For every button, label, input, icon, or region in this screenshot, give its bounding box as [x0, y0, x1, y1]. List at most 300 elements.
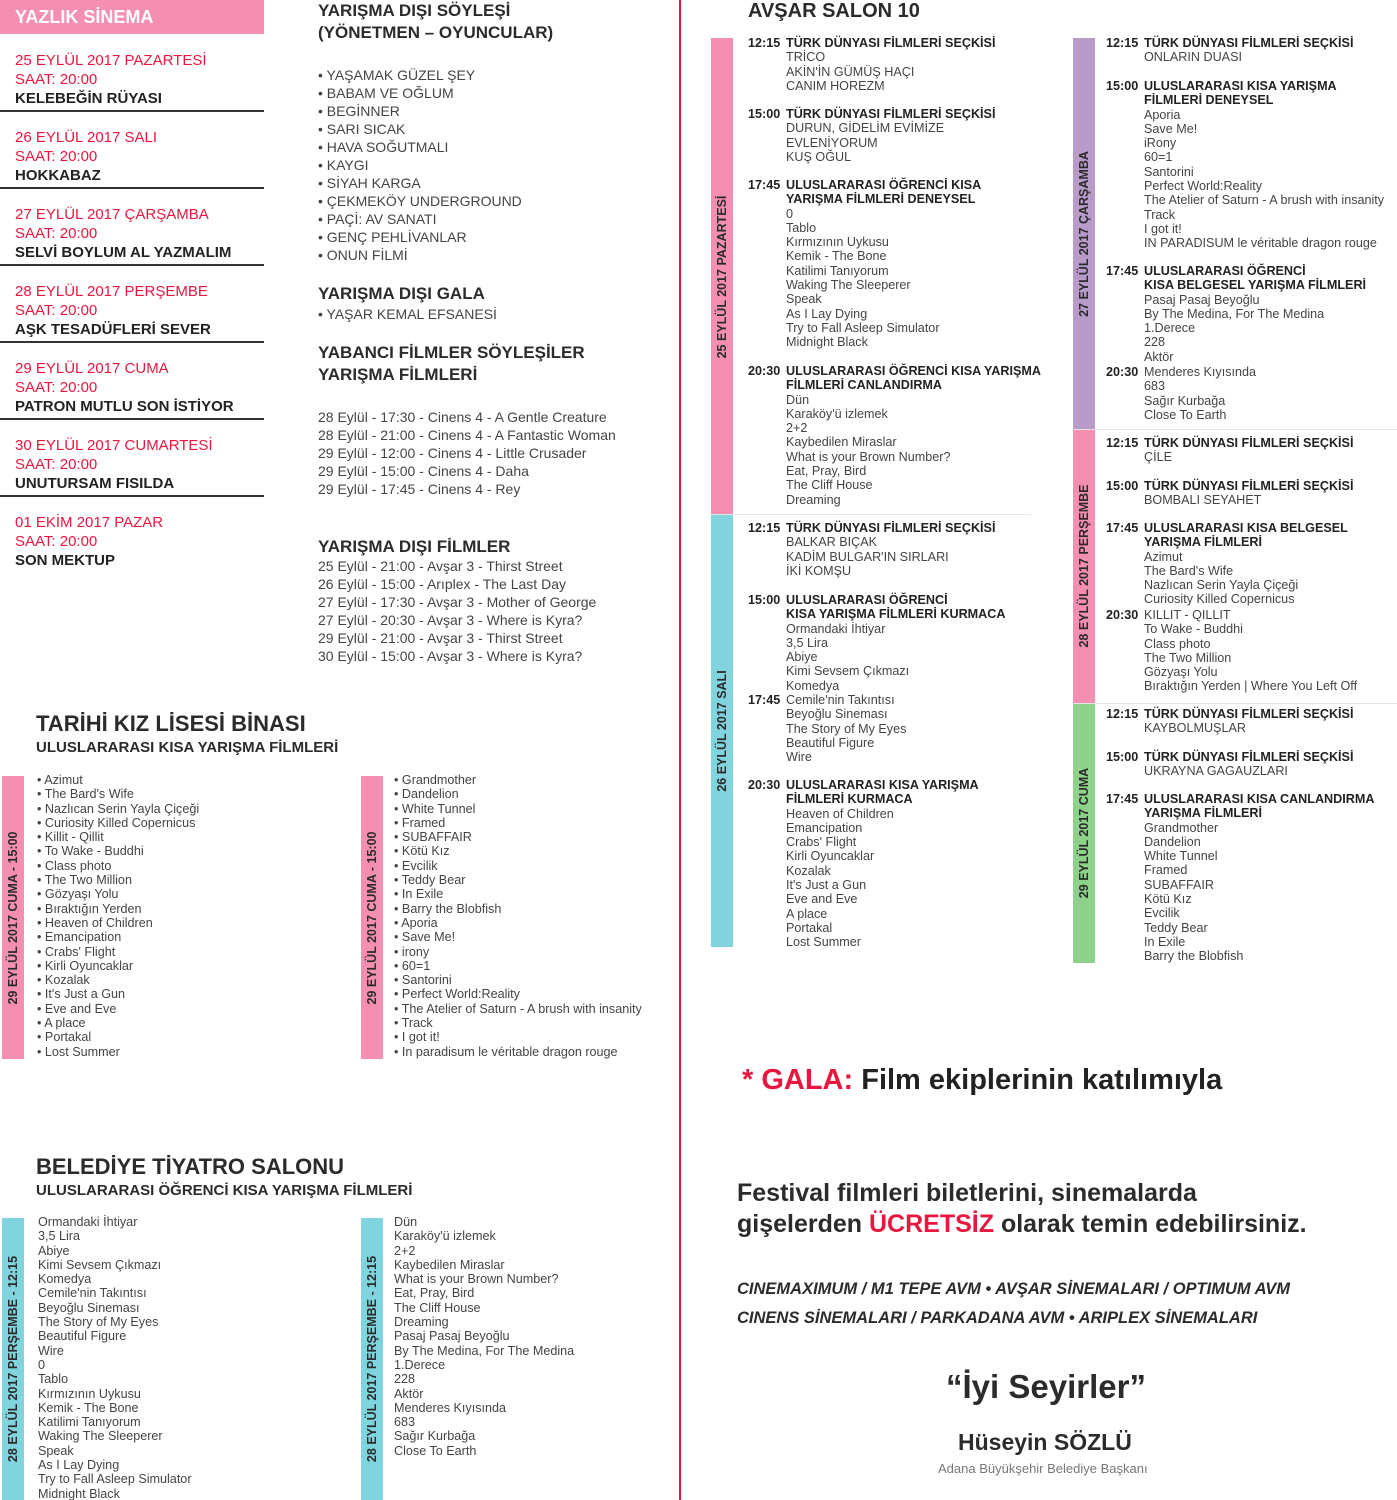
yazlik-date: 29 EYLÜL 2017 CUMA	[15, 360, 169, 377]
slot-title-2: YARIŞMA FİLMLERİ	[1144, 535, 1263, 550]
yazlik-date: 25 EYLÜL 2017 PAZARTESİ	[15, 52, 207, 69]
film-item: Kötü Kız	[1144, 892, 1192, 907]
ticket-note	[737, 1178, 1307, 1240]
soylesi-item: • SİYAH KARGA	[318, 174, 522, 192]
tarihi-film-item: • Bıraktığın Yerden	[37, 902, 199, 916]
slot-header	[1106, 750, 1353, 764]
screening-slot	[1106, 79, 1384, 251]
disi-film-item: 26 Eylül - 15:00 - Arıplex - The Last Day	[318, 576, 566, 592]
belediye-film-item: Close To Earth	[394, 1443, 477, 1458]
cinema-list	[737, 1275, 1290, 1333]
tarihi-film-item: • Save Me!	[394, 930, 642, 944]
cinema-line2: CINENS SİNEMALARI / PARKADANA AVM • ARIPLEX SİNEMALARI	[737, 1309, 1258, 1327]
film-item: 1.Derece	[1144, 321, 1196, 336]
slot-header	[1106, 521, 1348, 535]
slot-time-spacer	[1106, 535, 1144, 549]
belediye-film-item: As I Lay Dying	[38, 1458, 120, 1473]
slot-header-2	[748, 792, 979, 806]
film-item: ÇİLE	[1144, 450, 1172, 465]
film-item: What is your Brown Number?	[786, 449, 951, 464]
screening-slot	[748, 364, 1041, 507]
slot-header	[748, 593, 1005, 607]
film-item: 2+2	[786, 421, 808, 436]
gala-star: * GALA:	[742, 1064, 854, 1096]
belediye-film-item: Abiye	[38, 1243, 70, 1258]
gala-list	[318, 305, 497, 323]
screening-slot	[748, 778, 979, 950]
slot-films	[1106, 365, 1256, 422]
belediye-list-2	[394, 1215, 574, 1458]
disi-film-item: 25 Eylül - 21:00 - Avşar 3 - Thirst Street	[318, 558, 563, 574]
belediye-film-item: Kimi Sevsem Çıkmazı	[38, 1257, 162, 1272]
soylesi-item: • ONUN FİLMİ	[318, 246, 522, 264]
slot-films	[748, 393, 1041, 507]
belediye-film-item: Kaybedilen Miraslar	[394, 1257, 505, 1272]
slot-time: 12:15	[748, 521, 781, 535]
slot-time: 17:45	[748, 178, 781, 192]
slot-header	[1106, 264, 1366, 278]
film-item: 60=1	[1144, 150, 1173, 165]
day28-separator	[1073, 703, 1397, 704]
film-item: Grandmother	[1144, 820, 1219, 835]
film-item: IN PARADISUM le véritable dragon rouge	[1144, 236, 1377, 251]
slot-title: ULUSLARARASI ÖĞRENCİ	[1144, 264, 1306, 278]
slot-header	[748, 778, 979, 792]
slot-films	[1106, 821, 1374, 964]
slot-time: 17:45	[1106, 792, 1139, 806]
slot-films	[748, 622, 1005, 693]
tarihi-film-item: • White Tunnel	[394, 802, 642, 816]
yazlik-sinema-header: YAZLIK SİNEMA	[0, 0, 264, 34]
film-row-first	[1106, 608, 1357, 622]
slot-films	[748, 50, 995, 93]
film-item: KUŞ OĞUL	[786, 149, 852, 164]
film-item: Abiye	[786, 650, 818, 665]
soylesi-item: • GENÇ PEHLİVANLAR	[318, 228, 522, 246]
tarihi-film-item: • It's Just a Gun	[37, 987, 199, 1001]
film-item: Dandelion	[1144, 834, 1201, 849]
yazlik-time: SAAT: 20:00	[15, 148, 98, 165]
slot-films	[1106, 608, 1357, 694]
tarihi-film-item: • Gözyaşı Yolu	[37, 887, 199, 901]
film-item: Kemik - The Bone	[786, 249, 887, 264]
film-item: Nazlıcan Serin Yayla Çiçeği	[1144, 578, 1299, 593]
film-item: Karaköy'ü izlemek	[786, 406, 888, 421]
tarihi-film-item: • Kötü Kız	[394, 844, 642, 858]
yazlik-entry	[0, 497, 264, 574]
belediye-film-item: Eat, Pray, Bird	[394, 1286, 475, 1301]
slot-header-2	[1106, 535, 1348, 549]
soylesi-item: • SARI SICAK	[318, 120, 522, 138]
slot-title: TÜRK DÜNYASI FİLMLERİ SEÇKİSİ	[1144, 707, 1354, 721]
film-item: UKRAYNA GAGAUZLARI	[1144, 764, 1288, 779]
film-item: Heaven of Children	[786, 806, 894, 821]
disi-filmler-title: YARIŞMA DIŞI FİLMLER	[318, 537, 511, 556]
yabanci-title-line1: YABANCI FİLMLER SÖYLEŞİLER	[318, 343, 585, 362]
tarihi-bar-1: 29 EYLÜL 2017 CUMA - 15:00	[2, 776, 24, 1059]
film-item: Midnight Black	[786, 335, 868, 350]
slot-films	[748, 207, 981, 350]
cinema-line1: CINEMAXIMUM / M1 TEPE AVM • AVŞAR SİNEMALARI / OPTIMUM AVM	[737, 1280, 1291, 1298]
slot-title: TÜRK DÜNYASI FİLMLERİ SEÇKİSİ	[1144, 36, 1354, 50]
screening-slot	[748, 521, 995, 578]
gala-item: • YAŞAR KEMAL EFSANESİ	[318, 305, 497, 323]
tarihi-film-item: • Aporia	[394, 916, 642, 930]
screening-slot	[1106, 264, 1366, 364]
yabanci-title-line2: YARIŞMA FİLMLERİ	[318, 365, 478, 384]
tarihi-film-item: • Track	[394, 1016, 642, 1030]
slot-header	[748, 36, 995, 50]
film-item: The Story of My Eyes	[786, 721, 907, 736]
film-item: The Atelier of Saturn - A brush with insanity	[1144, 193, 1385, 208]
belediye-bar-1: 28 EYLÜL 2017 PERŞEMBE - 12:15	[2, 1218, 24, 1500]
yabanci-item: 29 Eylül - 12:00 - Cinens 4 - Little Crusader	[318, 445, 587, 461]
yazlik-entry	[0, 35, 264, 112]
tarihi-film-item: • Framed	[394, 816, 642, 830]
belediye-film-item: What is your Brown Number?	[394, 1272, 559, 1287]
film-item: I got it!	[1144, 221, 1182, 236]
slot-header-2	[748, 192, 981, 206]
belediye-film-item: The Story of My Eyes	[38, 1315, 159, 1330]
slot-time-spacer	[748, 792, 786, 806]
yabanci-item: 28 Eylül - 17:30 - Cinens 4 - A Gentle Creature	[318, 409, 607, 425]
yazlik-date: 30 EYLÜL 2017 CUMARTESİ	[15, 437, 213, 454]
ticket-line2: gişelerden ÜCRETSİZ olarak temin edebilirsiniz.	[737, 1210, 1307, 1238]
tarihi-film-item: • The Two Million	[37, 873, 199, 887]
film-item: AKİN'İN GÜMÜŞ HAÇI	[786, 64, 915, 79]
disi-film-item: 30 Eylül - 15:00 - Avşar 3 - Where is Kyra?	[318, 648, 583, 664]
film-item: Eve and Eve	[786, 892, 858, 907]
slot-time: 15:00	[748, 593, 781, 607]
slot-title: ULUSLARARASI ÖĞRENCİ	[786, 593, 948, 607]
film-item: Menderes Kıyısında	[1144, 365, 1257, 379]
slot-time: 12:15	[1106, 707, 1139, 721]
tarihi-film-item: • irony	[394, 945, 642, 959]
belediye-film-item: Try to Fall Asleep Simulator	[38, 1472, 192, 1487]
soylesi-item: • YAŞAMAK GÜZEL ŞEY	[318, 66, 522, 84]
yazlik-movie: SELVİ BOYLUM AL YAZMALIM	[15, 244, 232, 261]
film-item: Kırmızının Uykusu	[786, 235, 889, 250]
slot-title: ULUSLARARASI KISA BELGESEL	[1144, 521, 1348, 535]
slot-title: ULUSLARARASI KISA YARIŞMA	[786, 778, 979, 792]
film-item: 3,5 Lira	[786, 635, 829, 650]
yazlik-movie: UNUTURSAM FISILDA	[15, 475, 175, 492]
yabanci-item: 29 Eylül - 17:45 - Cinens 4 - Rey	[318, 481, 521, 497]
yabanci-item: 29 Eylül - 15:00 - Cinens 4 - Daha	[318, 463, 529, 479]
belediye-film-item: Dün	[394, 1215, 418, 1229]
film-item: Pasaj Pasaj Beyoğlu	[1144, 292, 1260, 307]
slot-time-spacer	[1106, 93, 1144, 107]
belediye-film-item: Speak	[38, 1443, 74, 1458]
slot-title-2: FİLMLERİ KURMACA	[786, 792, 913, 807]
soylesi-item: • BEGİNNER	[318, 102, 522, 120]
slot-time: 15:00	[1106, 750, 1139, 764]
slot-films	[1106, 493, 1353, 507]
film-item: EVLENİYORUM	[786, 135, 878, 150]
ticket-free: ÜCRETSİZ	[869, 1210, 994, 1238]
day25-bar: 25 EYLÜL 2017 PAZARTESİ	[711, 38, 733, 515]
slot-time: 17:45	[1106, 521, 1139, 535]
film-item: Speak	[786, 292, 822, 307]
screening-slot	[1106, 365, 1256, 422]
film-item: Ormandaki İhtiyar	[786, 621, 886, 636]
slot-films	[1106, 50, 1353, 64]
yazlik-movie: PATRON MUTLU SON İSTİYOR	[15, 398, 234, 415]
belediye-subtitle: ULUSLARARASI ÖĞRENCİ KISA YARIŞMA FİLMLERİ	[36, 1182, 413, 1199]
slot-title: ULUSLARARASI ÖĞRENCİ KISA YARIŞMA	[786, 364, 1041, 378]
screening-slot	[1106, 36, 1353, 65]
belediye-film-item: Beautiful Figure	[38, 1329, 127, 1344]
signature-name: Hüseyin SÖZLÜ	[958, 1429, 1132, 1455]
slot-header	[748, 107, 995, 121]
day29-bar: 29 EYLÜL 2017 CUMA	[1073, 703, 1095, 963]
disi-filmler-list	[318, 557, 596, 665]
film-item: Sağır Kurbağa	[1144, 393, 1226, 408]
disi-film-item: 27 Eylül - 20:30 - Avşar 3 - Where is Kyra?	[318, 612, 583, 628]
belediye-film-item: 2+2	[394, 1243, 416, 1258]
slot-films	[748, 535, 995, 578]
slot-time: 15:00	[1106, 79, 1139, 93]
screening-slot	[1106, 521, 1348, 607]
film-item: Kirli Oyuncaklar	[786, 849, 875, 864]
slot-title: ULUSLARARASI KISA YARIŞMA	[1144, 79, 1337, 93]
film-item: Komedya	[786, 678, 840, 693]
film-item: As I Lay Dying	[786, 306, 868, 321]
tarihi-film-item: • In paradisum le véritable dragon rouge	[394, 1045, 642, 1059]
film-item: Tablo	[786, 220, 817, 235]
slot-title: TÜRK DÜNYASI FİLMLERİ SEÇKİSİ	[1144, 750, 1354, 764]
soylesi-title	[318, 0, 553, 44]
screening-slot	[1106, 792, 1374, 964]
yazlik-date: 27 EYLÜL 2017 ÇARŞAMBA	[15, 206, 209, 223]
film-item: Barry the Blobfish	[1144, 949, 1244, 964]
slot-header	[1106, 792, 1374, 806]
slot-header	[748, 521, 995, 535]
yazlik-time: SAAT: 20:00	[15, 71, 98, 88]
slot-title: TÜRK DÜNYASI FİLMLERİ SEÇKİSİ	[786, 521, 996, 535]
film-item: Azimut	[1144, 549, 1183, 564]
film-item: Beautiful Figure	[786, 735, 875, 750]
slot-header	[748, 364, 1041, 378]
soylesi-item: • PAÇİ: AV SANATI	[318, 210, 522, 228]
yazlik-entry	[0, 420, 264, 497]
slot-time: 17:45	[1106, 264, 1139, 278]
belediye-title: BELEDİYE TİYATRO SALONU	[36, 1154, 345, 1179]
film-item: iRony	[1144, 136, 1177, 151]
film-item: Track	[1144, 207, 1176, 222]
belediye-film-item: Katilimi Tanıyorum	[38, 1415, 141, 1430]
soylesi-item: • ÇEKMEKÖY UNDERGROUND	[318, 192, 522, 210]
yazlik-time: SAAT: 20:00	[15, 533, 98, 550]
belediye-film-item: Wire	[38, 1343, 64, 1358]
tarihi-film-item: • Barry the Blobfish	[394, 902, 642, 916]
tarihi-film-item: • Kozalak	[37, 973, 199, 987]
slot-time: 17:45	[748, 693, 781, 707]
slot-time: 20:30	[748, 364, 781, 378]
slot-header-2	[748, 607, 1005, 621]
film-item: Teddy Bear	[1144, 920, 1208, 935]
tarihi-film-item: • Heaven of Children	[37, 916, 199, 930]
tarihi-title: TARİHİ KIZ LİSESİ BİNASI	[36, 711, 306, 736]
film-item: It's Just a Gun	[786, 878, 867, 893]
film-item: Katilimi Tanıyorum	[786, 263, 889, 278]
slot-header	[1106, 479, 1353, 493]
film-item: 0	[786, 206, 794, 221]
film-item: By The Medina, For The Medina	[1144, 306, 1325, 321]
day25-separator	[711, 514, 1031, 515]
film-item: Dreaming	[786, 492, 841, 507]
slot-time: 12:15	[748, 36, 781, 50]
film-item: SUBAFFAIR	[1144, 877, 1214, 892]
slot-header-2	[1106, 806, 1374, 820]
belediye-film-item: Dreaming	[394, 1315, 449, 1330]
tarihi-film-item: • I got it!	[394, 1030, 642, 1044]
film-item: KADİM BULGAR'IN SIRLARI	[786, 549, 949, 564]
soylesi-item: • HAVA SOĞUTMALI	[318, 138, 522, 156]
slot-time: 20:30	[1106, 365, 1139, 379]
tarihi-film-item: • In Exile	[394, 887, 642, 901]
yazlik-movie: KELEBEĞİN RÜYASI	[15, 90, 162, 107]
slot-time: 20:30	[1106, 608, 1139, 622]
film-item: CANIM HOREZM	[786, 78, 885, 93]
slot-time: 20:30	[748, 778, 781, 792]
screening-slot	[1106, 436, 1353, 465]
slot-header-2	[1106, 278, 1366, 292]
gala-note	[742, 1064, 1222, 1097]
belediye-list-1	[38, 1215, 192, 1500]
film-item: Emancipation	[786, 820, 863, 835]
tarihi-film-item: • Emancipation	[37, 930, 199, 944]
slot-header	[1106, 707, 1353, 721]
tarihi-film-item: • Nazlıcan Serin Yayla Çiçeği	[37, 802, 199, 816]
slot-title-2: KISA YARIŞMA FİLMLERİ KURMACA	[786, 607, 1006, 622]
gala-text: Film ekiplerinin katılımıyla	[853, 1064, 1223, 1096]
tarihi-film-item: • Killit - Qillit	[37, 830, 199, 844]
slot-films	[748, 807, 979, 950]
screening-slot	[748, 36, 995, 93]
belediye-film-item: Komedya	[38, 1272, 92, 1287]
slot-title-2: FİLMLERİ CANLANDIRMA	[786, 378, 943, 393]
screening-slot	[1106, 479, 1353, 508]
slot-title-2: YARIŞMA FİLMLERİ DENEYSEL	[786, 192, 976, 207]
slot-title-2: KISA BELGESEL YARIŞMA FİLMLERİ	[1144, 278, 1367, 293]
slot-time: 15:00	[748, 107, 781, 121]
slot-header	[1106, 436, 1353, 450]
film-item: Aporia	[1144, 107, 1181, 122]
slot-time-spacer	[1106, 278, 1144, 292]
belediye-film-item: By The Medina, For The Medina	[394, 1343, 575, 1358]
signature-role: Adana Büyükşehir Belediye Başkanı	[938, 1461, 1148, 1476]
belediye-film-item: Tablo	[38, 1372, 69, 1387]
film-item: Santorini	[1144, 164, 1194, 179]
film-item: BOMBALI SEYAHET	[1144, 493, 1262, 508]
slot-time: 15:00	[1106, 479, 1139, 493]
tarihi-film-item: • Kirli Oyuncaklar	[37, 959, 199, 973]
film-item: Waking The Sleeperer	[786, 278, 911, 293]
yazlik-entry	[0, 343, 264, 420]
tarihi-film-item: • Class photo	[37, 859, 199, 873]
film-item: To Wake - Buddhi	[1144, 622, 1243, 637]
film-item: 683	[1144, 379, 1166, 394]
belediye-film-item: Kırmızının Uykusu	[38, 1386, 141, 1401]
yazlik-entry	[0, 189, 264, 266]
film-item: İKİ KOMŞU	[786, 563, 852, 578]
belediye-film-item: Ormandaki İhtiyar	[38, 1215, 138, 1229]
tarihi-bar-2: 29 EYLÜL 2017 CUMA - 15:00	[361, 776, 383, 1059]
yazlik-entry	[0, 112, 264, 189]
tarihi-film-item: • To Wake - Buddhi	[37, 844, 199, 858]
tarihi-film-item: • Crabs' Flight	[37, 945, 199, 959]
tarihi-film-item: • Dandelion	[394, 787, 642, 801]
tarihi-film-item: • Perfect World:Reality	[394, 987, 642, 1001]
belediye-film-item: Waking The Sleeperer	[38, 1429, 163, 1444]
tarihi-film-item: • Curiosity Killed Copernicus	[37, 816, 199, 830]
yazlik-entry	[0, 266, 264, 343]
yazlik-time: SAAT: 20:00	[15, 225, 98, 242]
film-item: Crabs' Flight	[786, 835, 857, 850]
belediye-film-item: Sağır Kurbağa	[394, 1429, 476, 1444]
tarihi-subtitle: ULUSLARARASI KISA YARIŞMA FİLMLERİ	[36, 739, 339, 756]
film-item: Wire	[786, 750, 812, 765]
slot-time: 12:15	[1106, 436, 1139, 450]
yazlik-date: 01 EKİM 2017 PAZAR	[15, 514, 164, 531]
film-item: The Two Million	[1144, 650, 1232, 665]
film-item: BALKAR BIÇAK	[786, 535, 877, 550]
film-item: DURUN, GİDELİM EVİMİZE	[786, 121, 945, 136]
screening-slot	[748, 593, 1005, 693]
day28-bar: 28 EYLÜL 2017 PERŞEMBE	[1073, 429, 1095, 703]
slot-time: 12:15	[1106, 36, 1139, 50]
yabanci-title	[318, 342, 585, 386]
slot-title: ULUSLARARASI ÖĞRENCİ KISA	[786, 178, 982, 192]
screening-slot	[1106, 750, 1353, 779]
film-item: Try to Fall Asleep Simulator	[786, 320, 940, 335]
screening-slot	[748, 693, 906, 764]
tarihi-film-item: • Eve and Eve	[37, 1002, 199, 1016]
ticket-line1: Festival filmleri biletlerini, sinemalarda	[737, 1179, 1197, 1207]
slot-header-2	[748, 378, 1041, 392]
film-item: Beyoğlu Sineması	[786, 707, 888, 722]
belediye-film-item: 3,5 Lira	[38, 1229, 81, 1244]
slot-films	[748, 693, 906, 764]
belediye-film-item: Beyoğlu Sineması	[38, 1300, 140, 1315]
slot-title: ULUSLARARASI KISA CANLANDIRMA	[1144, 792, 1375, 806]
belediye-film-item: 228	[394, 1372, 416, 1387]
gala-title: YARIŞMA DIŞI GALA	[318, 284, 485, 303]
iyi-seyirler: “İyi Seyirler”	[946, 1368, 1146, 1405]
slot-films	[1106, 764, 1353, 778]
yabanci-list	[318, 408, 616, 498]
film-item: Class photo	[1144, 636, 1211, 651]
tarihi-film-item: • Azimut	[37, 773, 199, 787]
soylesi-item: • KAYGI	[318, 156, 522, 174]
slot-title-2: FİLMLERİ DENEYSEL	[1144, 93, 1274, 108]
belediye-film-item: Aktör	[394, 1386, 424, 1401]
tarihi-list-2	[394, 773, 642, 1059]
soylesi-list	[318, 66, 522, 264]
film-item: The Cliff House	[786, 478, 873, 493]
film-item: White Tunnel	[1144, 849, 1218, 864]
tarihi-film-item: • Grandmother	[394, 773, 642, 787]
film-item: A place	[786, 906, 828, 921]
slot-title: TÜRK DÜNYASI FİLMLERİ SEÇKİSİ	[786, 36, 996, 50]
film-item: ONLARIN DUASI	[1144, 50, 1242, 65]
yazlik-date: 28 EYLÜL 2017 PERŞEMBE	[15, 283, 208, 300]
tarihi-film-item: • The Bard's Wife	[37, 787, 199, 801]
film-item: The Bard's Wife	[1144, 563, 1234, 578]
slot-title: TÜRK DÜNYASI FİLMLERİ SEÇKİSİ	[1144, 479, 1354, 493]
tarihi-film-item: • Lost Summer	[37, 1045, 199, 1059]
